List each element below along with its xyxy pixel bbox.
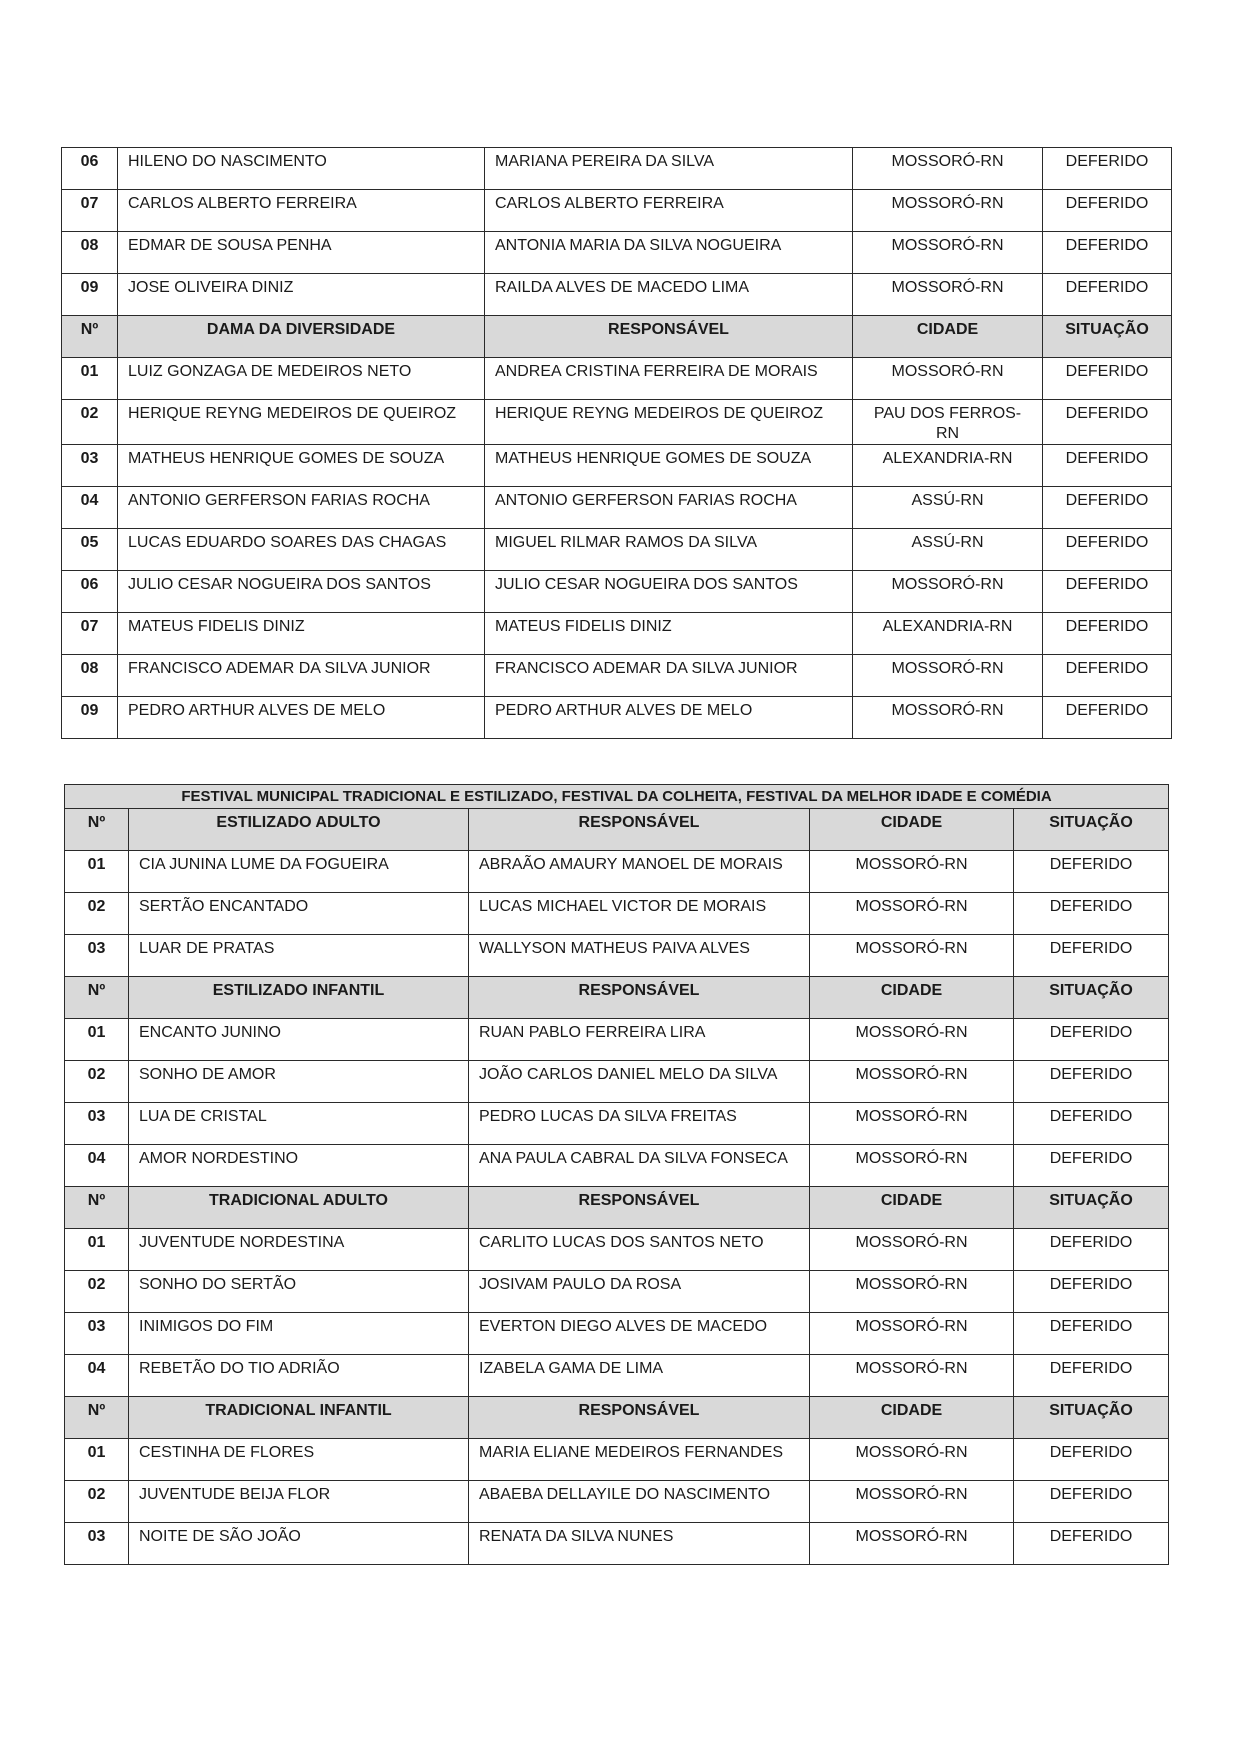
cell-number: Nº [65, 1397, 129, 1439]
cell-situacao: DEFERIDO [1014, 935, 1169, 977]
table-title: FESTIVAL MUNICIPAL TRADICIONAL E ESTILIZADO, FESTIVAL DA COLHEITA, FESTIVAL DA MELHOR IDADE E COMÉDIA [65, 785, 1169, 809]
cell-cidade: MOSSORÓ-RN [810, 1523, 1014, 1565]
cell-situacao: DEFERIDO [1043, 613, 1172, 655]
table-row [65, 851, 1169, 893]
cell-cidade: MOSSORÓ-RN [810, 1145, 1014, 1187]
table1-body [62, 148, 1172, 739]
cell-number: 04 [65, 1145, 129, 1187]
cell-situacao: DEFERIDO [1014, 1523, 1169, 1565]
cell-situacao: DEFERIDO [1043, 232, 1172, 274]
cell-name: CESTINHA DE FLORES [129, 1439, 469, 1481]
cell-situacao: DEFERIDO [1043, 445, 1172, 487]
cell-number: 02 [65, 893, 129, 935]
cell-name: HERIQUE REYNG MEDEIROS DE QUEIROZ [118, 400, 485, 445]
cell-cidade: MOSSORÓ-RN [810, 1103, 1014, 1145]
table-row [65, 1271, 1169, 1313]
cell-situacao: SITUAÇÃO [1014, 977, 1169, 1019]
table-row [65, 1019, 1169, 1061]
cell-number: 03 [65, 1313, 129, 1355]
cell-name: MATEUS FIDELIS DINIZ [118, 613, 485, 655]
cell-name: CIA JUNINA LUME DA FOGUEIRA [129, 851, 469, 893]
cell-situacao: DEFERIDO [1043, 148, 1172, 190]
cell-number: 05 [62, 529, 118, 571]
cell-number: 04 [65, 1355, 129, 1397]
table-row [62, 613, 1172, 655]
cell-cidade: ALEXANDRIA-RN [853, 445, 1043, 487]
cell-responsavel: CARLITO LUCAS DOS SANTOS NETO [469, 1229, 810, 1271]
table-row [65, 1229, 1169, 1271]
cell-responsavel: CARLOS ALBERTO FERREIRA [485, 190, 853, 232]
cell-name: PEDRO ARTHUR ALVES DE MELO [118, 697, 485, 739]
cell-responsavel: JOÃO CARLOS DANIEL MELO DA SILVA [469, 1061, 810, 1103]
cell-cidade: MOSSORÓ-RN [810, 1313, 1014, 1355]
table-festival-municipal [64, 784, 1169, 1565]
cell-number: 07 [62, 613, 118, 655]
cell-cidade: CIDADE [810, 1187, 1014, 1229]
cell-cidade: MOSSORÓ-RN [810, 1481, 1014, 1523]
cell-cidade: MOSSORÓ-RN [853, 358, 1043, 400]
cell-name: SERTÃO ENCANTADO [129, 893, 469, 935]
cell-number: 03 [65, 935, 129, 977]
cell-name: FRANCISCO ADEMAR DA SILVA JUNIOR [118, 655, 485, 697]
cell-number: 04 [62, 487, 118, 529]
cell-responsavel: ANDREA CRISTINA FERREIRA DE MORAIS [485, 358, 853, 400]
cell-number: 01 [65, 1439, 129, 1481]
table-header-row [62, 316, 1172, 358]
cell-cidade: ASSÚ-RN [853, 529, 1043, 571]
cell-number: 09 [62, 697, 118, 739]
cell-name: SONHO DO SERTÃO [129, 1271, 469, 1313]
cell-responsavel: ANA PAULA CABRAL DA SILVA FONSECA [469, 1145, 810, 1187]
cell-number: 07 [62, 190, 118, 232]
cell-number: 06 [62, 148, 118, 190]
cell-number: 09 [62, 274, 118, 316]
cell-cidade: MOSSORÓ-RN [810, 1019, 1014, 1061]
cell-number: 01 [62, 358, 118, 400]
cell-responsavel: RESPONSÁVEL [469, 977, 810, 1019]
cell-number: Nº [65, 1187, 129, 1229]
cell-cidade: MOSSORÓ-RN [853, 655, 1043, 697]
cell-responsavel: PEDRO ARTHUR ALVES DE MELO [485, 697, 853, 739]
cell-situacao: SITUAÇÃO [1014, 1397, 1169, 1439]
table-row [65, 1439, 1169, 1481]
cell-responsavel: MARIANA PEREIRA DA SILVA [485, 148, 853, 190]
cell-name: ESTILIZADO INFANTIL [129, 977, 469, 1019]
table-row [62, 697, 1172, 739]
cell-responsavel: ANTONIA MARIA DA SILVA NOGUEIRA [485, 232, 853, 274]
cell-responsavel: ABRAÃO AMAURY MANOEL DE MORAIS [469, 851, 810, 893]
cell-situacao: DEFERIDO [1014, 1145, 1169, 1187]
cell-name: EDMAR DE SOUSA PENHA [118, 232, 485, 274]
cell-cidade: MOSSORÓ-RN [810, 1439, 1014, 1481]
cell-name: LUA DE CRISTAL [129, 1103, 469, 1145]
cell-cidade: MOSSORÓ-RN [853, 148, 1043, 190]
cell-responsavel: MARIA ELIANE MEDEIROS FERNANDES [469, 1439, 810, 1481]
table-row [62, 274, 1172, 316]
cell-name: MATHEUS HENRIQUE GOMES DE SOUZA [118, 445, 485, 487]
cell-cidade: CIDADE [853, 316, 1043, 358]
cell-situacao: DEFERIDO [1043, 529, 1172, 571]
cell-cidade: MOSSORÓ-RN [810, 1061, 1014, 1103]
table-row [62, 655, 1172, 697]
table-row [62, 232, 1172, 274]
cell-responsavel: IZABELA GAMA DE LIMA [469, 1355, 810, 1397]
cell-name: AMOR NORDESTINO [129, 1145, 469, 1187]
cell-cidade: MOSSORÓ-RN [810, 1355, 1014, 1397]
cell-cidade: MOSSORÓ-RN [853, 232, 1043, 274]
table-row [65, 1061, 1169, 1103]
table-dama-diversidade [61, 147, 1172, 739]
cell-number: 03 [65, 1523, 129, 1565]
cell-number: Nº [65, 809, 129, 851]
table-row [62, 190, 1172, 232]
cell-situacao: DEFERIDO [1043, 274, 1172, 316]
cell-responsavel: WALLYSON MATHEUS PAIVA ALVES [469, 935, 810, 977]
cell-responsavel: MIGUEL RILMAR RAMOS DA SILVA [485, 529, 853, 571]
cell-responsavel: MATEUS FIDELIS DINIZ [485, 613, 853, 655]
cell-name: TRADICIONAL INFANTIL [129, 1397, 469, 1439]
table-row [65, 935, 1169, 977]
cell-cidade: CIDADE [810, 977, 1014, 1019]
cell-cidade: CIDADE [810, 809, 1014, 851]
cell-situacao: DEFERIDO [1014, 1103, 1169, 1145]
table-row [62, 148, 1172, 190]
table-row [62, 487, 1172, 529]
cell-number: 02 [65, 1061, 129, 1103]
cell-number: 08 [62, 232, 118, 274]
table-header-row [65, 977, 1169, 1019]
cell-name: LUIZ GONZAGA DE MEDEIROS NETO [118, 358, 485, 400]
cell-cidade: MOSSORÓ-RN [810, 851, 1014, 893]
cell-number: 08 [62, 655, 118, 697]
cell-cidade: MOSSORÓ-RN [853, 190, 1043, 232]
cell-number: 01 [65, 1019, 129, 1061]
cell-number: Nº [65, 977, 129, 1019]
cell-situacao: DEFERIDO [1014, 1481, 1169, 1523]
table-row [65, 1481, 1169, 1523]
cell-responsavel: RESPONSÁVEL [485, 316, 853, 358]
cell-name: LUAR DE PRATAS [129, 935, 469, 977]
cell-responsavel: JULIO CESAR NOGUEIRA DOS SANTOS [485, 571, 853, 613]
cell-name: ANTONIO GERFERSON FARIAS ROCHA [118, 487, 485, 529]
cell-situacao: DEFERIDO [1014, 1061, 1169, 1103]
table-header-row [65, 809, 1169, 851]
cell-situacao: DEFERIDO [1014, 1313, 1169, 1355]
cell-cidade: MOSSORÓ-RN [853, 274, 1043, 316]
table-row [65, 1523, 1169, 1565]
table-row [62, 358, 1172, 400]
table-row [65, 1313, 1169, 1355]
cell-situacao: DEFERIDO [1043, 655, 1172, 697]
cell-cidade: CIDADE [810, 1397, 1014, 1439]
cell-cidade: MOSSORÓ-RN [810, 1271, 1014, 1313]
cell-name: JULIO CESAR NOGUEIRA DOS SANTOS [118, 571, 485, 613]
table-header-row [65, 1397, 1169, 1439]
cell-responsavel: RESPONSÁVEL [469, 1397, 810, 1439]
table-title-row [65, 785, 1169, 809]
table-row [62, 529, 1172, 571]
cell-situacao: DEFERIDO [1043, 571, 1172, 613]
cell-responsavel: RENATA DA SILVA NUNES [469, 1523, 810, 1565]
cell-name: TRADICIONAL ADULTO [129, 1187, 469, 1229]
table2-body [65, 785, 1169, 1565]
table-row [65, 1145, 1169, 1187]
cell-name: JUVENTUDE BEIJA FLOR [129, 1481, 469, 1523]
cell-responsavel: RESPONSÁVEL [469, 1187, 810, 1229]
cell-name: REBETÃO DO TIO ADRIÃO [129, 1355, 469, 1397]
cell-situacao: DEFERIDO [1014, 1439, 1169, 1481]
cell-number: 03 [65, 1103, 129, 1145]
cell-responsavel: FRANCISCO ADEMAR DA SILVA JUNIOR [485, 655, 853, 697]
cell-number: 03 [62, 445, 118, 487]
cell-name: JUVENTUDE NORDESTINA [129, 1229, 469, 1271]
table-header-row [65, 1187, 1169, 1229]
cell-name: SONHO DE AMOR [129, 1061, 469, 1103]
cell-name: CARLOS ALBERTO FERREIRA [118, 190, 485, 232]
cell-situacao: DEFERIDO [1043, 190, 1172, 232]
cell-name: LUCAS EDUARDO SOARES DAS CHAGAS [118, 529, 485, 571]
table-row [62, 445, 1172, 487]
cell-number: 01 [65, 851, 129, 893]
cell-responsavel: LUCAS MICHAEL VICTOR DE MORAIS [469, 893, 810, 935]
cell-situacao: SITUAÇÃO [1014, 1187, 1169, 1229]
cell-situacao: DEFERIDO [1014, 851, 1169, 893]
cell-name: INIMIGOS DO FIM [129, 1313, 469, 1355]
cell-number: 02 [62, 400, 118, 445]
cell-cidade: PAU DOS FERROS-RN [853, 400, 1043, 445]
cell-responsavel: ANTONIO GERFERSON FARIAS ROCHA [485, 487, 853, 529]
cell-situacao: DEFERIDO [1043, 487, 1172, 529]
cell-cidade: MOSSORÓ-RN [810, 935, 1014, 977]
cell-name: ESTILIZADO ADULTO [129, 809, 469, 851]
cell-cidade: MOSSORÓ-RN [853, 571, 1043, 613]
cell-number: 02 [65, 1271, 129, 1313]
cell-cidade: MOSSORÓ-RN [810, 1229, 1014, 1271]
cell-name: NOITE DE SÃO JOÃO [129, 1523, 469, 1565]
cell-name: ENCANTO JUNINO [129, 1019, 469, 1061]
table-row [65, 893, 1169, 935]
cell-situacao: SITUAÇÃO [1014, 809, 1169, 851]
cell-number: Nº [62, 316, 118, 358]
table-row [65, 1355, 1169, 1397]
cell-cidade: ASSÚ-RN [853, 487, 1043, 529]
cell-situacao: DEFERIDO [1014, 1229, 1169, 1271]
cell-situacao: DEFERIDO [1043, 358, 1172, 400]
cell-situacao: DEFERIDO [1014, 1019, 1169, 1061]
cell-responsavel: RAILDA ALVES DE MACEDO LIMA [485, 274, 853, 316]
cell-number: 01 [65, 1229, 129, 1271]
cell-responsavel: RESPONSÁVEL [469, 809, 810, 851]
cell-situacao: DEFERIDO [1014, 1355, 1169, 1397]
cell-responsavel: JOSIVAM PAULO DA ROSA [469, 1271, 810, 1313]
cell-situacao: DEFERIDO [1043, 697, 1172, 739]
cell-name: DAMA DA DIVERSIDADE [118, 316, 485, 358]
table-row [62, 571, 1172, 613]
cell-responsavel: HERIQUE REYNG MEDEIROS DE QUEIROZ [485, 400, 853, 445]
table-row [62, 400, 1172, 445]
cell-situacao: SITUAÇÃO [1043, 316, 1172, 358]
cell-situacao: DEFERIDO [1014, 893, 1169, 935]
table-row [65, 1103, 1169, 1145]
cell-responsavel: RUAN PABLO FERREIRA LIRA [469, 1019, 810, 1061]
cell-responsavel: EVERTON DIEGO ALVES DE MACEDO [469, 1313, 810, 1355]
cell-number: 02 [65, 1481, 129, 1523]
cell-cidade: MOSSORÓ-RN [853, 697, 1043, 739]
cell-cidade: MOSSORÓ-RN [810, 893, 1014, 935]
cell-number: 06 [62, 571, 118, 613]
cell-cidade: ALEXANDRIA-RN [853, 613, 1043, 655]
cell-responsavel: PEDRO LUCAS DA SILVA FREITAS [469, 1103, 810, 1145]
cell-name: JOSE OLIVEIRA DINIZ [118, 274, 485, 316]
cell-name: HILENO DO NASCIMENTO [118, 148, 485, 190]
cell-situacao: DEFERIDO [1043, 400, 1172, 445]
cell-situacao: DEFERIDO [1014, 1271, 1169, 1313]
cell-responsavel: MATHEUS HENRIQUE GOMES DE SOUZA [485, 445, 853, 487]
cell-responsavel: ABAEBA DELLAYILE DO NASCIMENTO [469, 1481, 810, 1523]
